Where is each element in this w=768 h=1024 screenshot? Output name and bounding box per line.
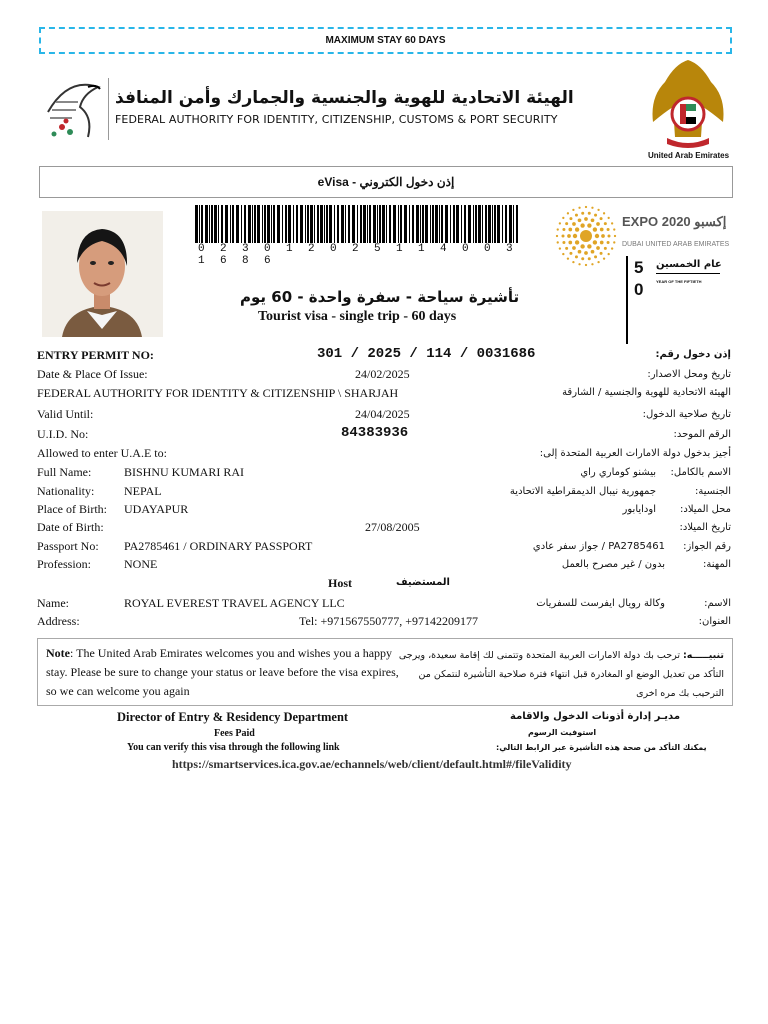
barcode-bar [205, 205, 208, 243]
barcode-bar [468, 205, 471, 243]
expo-dot [587, 244, 591, 248]
expo-dot [581, 257, 584, 260]
barcode-bar [473, 205, 474, 243]
expo-dot [575, 214, 578, 217]
barcode-bar [389, 205, 391, 243]
expo-dot [585, 264, 587, 266]
barcode-bar [293, 205, 294, 243]
dob-value: 27/08/2005 [365, 520, 420, 534]
barcode-bar [393, 205, 396, 243]
host-name-value-en: ROYAL EVEREST TRAVEL AGENCY LLC [124, 596, 345, 610]
uid-number: 84383936 [341, 425, 409, 441]
uae-emblem-icon [645, 52, 731, 152]
barcode-bar [409, 205, 410, 243]
barcode-bar [252, 205, 253, 243]
barcode-bar [513, 205, 514, 243]
fullname-value-en: BISHNU KUMARI RAI [124, 465, 245, 479]
expo-dot [556, 235, 558, 237]
passport-value-en: PA2785461 / ORDINARY PASSPORT [124, 539, 313, 553]
authority-name-ar: الهيئة الاتحادية للهوية والجنسية والجمارك وأمن المنافذ [115, 88, 574, 108]
barcode-bar [254, 205, 256, 243]
barcode-bar [357, 205, 358, 243]
issue-place-en: FEDERAL AUTHORITY FOR IDENTITY & CITIZENSHIP \ SHARJAH [37, 386, 399, 400]
barcode-bar [379, 205, 381, 243]
note-text-ar: تنبيـــــه: ترحب بك دولة الامارات العربية المتحدة وتتمنى لك إقامة سعيدة، ويرجى التأكد من تعديل الوضع او المغادرة قبل انتهاء فترة صلاحية التأشيرة لنتمكن من الترحيب بك مره اخرى [398, 650, 724, 699]
expo-dot [588, 212, 591, 215]
barcode-bar [307, 205, 309, 243]
expo-dot [613, 241, 615, 243]
applicant-photo [42, 211, 163, 337]
barcode-bar [264, 205, 266, 243]
barcode-bar [400, 205, 402, 243]
barcode-bar [273, 205, 275, 243]
issue-date: 24/02/2025 [355, 367, 410, 381]
expo-dot [562, 235, 565, 238]
barcode-bar [382, 205, 385, 243]
barcode-bar [241, 205, 242, 243]
pob-label-en: Place of Birth: [37, 502, 107, 516]
barcode-bar [475, 205, 477, 243]
expo-dot [604, 222, 607, 225]
barcode-bar [195, 205, 198, 243]
host-name-label-ar: الاسم: [704, 598, 731, 609]
passport-label-ar: رقم الجواز: [683, 541, 731, 552]
note-box [37, 638, 733, 706]
barcode-bar [502, 205, 503, 243]
pob-label-ar: محل الميلاد: [680, 504, 731, 515]
fullname-label-ar: الاسم بالكامل: [670, 467, 731, 478]
passport-value-ar: PA2785461 / جواز سفر عادي [532, 541, 665, 552]
dob-label-ar: تاريخ الميلاد: [679, 522, 731, 533]
address-label-ar: العنوان: [698, 616, 731, 627]
profession-value-ar: بدون / غير مصرح بالعمل [561, 559, 665, 570]
barcode-bar [425, 205, 428, 243]
host-label-ar: المستضيف [396, 577, 450, 588]
expo-dot [569, 252, 572, 255]
expo-dot [567, 258, 569, 260]
expo-dot [608, 217, 610, 219]
visa-type-ar: تأشيرة سياحة - سفرة واحدة - 60 يوم [240, 288, 520, 306]
expo-dot [568, 241, 572, 245]
barcode-bar [257, 205, 260, 243]
visa-type-en: Tourist visa - single trip - 60 days [258, 309, 457, 324]
passport-label-en: Passport No: [37, 539, 99, 553]
barcode-number: 0 2 3 0 1 2 0 2 5 1 1 4 0 0 3 1 6 8 6 [198, 243, 518, 267]
expo-dot [572, 209, 574, 211]
barcode-bar [262, 205, 263, 243]
barcode-bar [509, 205, 512, 243]
barcode-bar [199, 205, 200, 243]
barcode-bar [485, 205, 487, 243]
expo-dot [600, 241, 604, 245]
expo-dot [594, 214, 597, 217]
barcode-bar [450, 205, 451, 243]
barcode-bar [282, 205, 283, 243]
barcode-bar [369, 205, 371, 243]
barcode-bar [461, 205, 462, 243]
expo-dot [578, 263, 580, 265]
expo-dot [569, 217, 572, 220]
expo-dot [596, 222, 600, 226]
barcode-bar [277, 205, 280, 243]
expo-dot [565, 247, 568, 250]
expo-dot [580, 244, 584, 248]
expo-dot [575, 240, 579, 244]
profession-label-en: Profession: [37, 557, 91, 571]
fifty-label-en: YEAR OF THE FIFTIETH [656, 279, 702, 284]
barcode-bar [445, 205, 448, 243]
uid-label-ar: الرقم الموحد: [673, 429, 731, 440]
barcode-bar [232, 205, 234, 243]
barcode-bar [492, 205, 493, 243]
barcode-bar [314, 205, 315, 243]
expo-dot [572, 222, 576, 226]
expo-dot [568, 228, 572, 232]
expo-dot [575, 227, 579, 231]
nationality-label-ar: الجنسية: [695, 486, 731, 497]
expo-dot [562, 253, 564, 255]
barcode-bar [334, 205, 335, 243]
barcode-bar [345, 205, 346, 243]
barcode-bar [488, 205, 491, 243]
expo-dot [600, 228, 604, 232]
profession-value-en: NONE [124, 557, 158, 571]
falcon-logo-icon [38, 72, 108, 144]
barcode-bar [285, 205, 287, 243]
expo-dot [603, 212, 605, 214]
expo-dot [613, 228, 615, 230]
barcode-bar [320, 205, 323, 243]
expo-dot [591, 263, 593, 265]
issue-label-ar: تاريخ ومحل الاصدار: [647, 369, 731, 380]
barcode-bar [416, 205, 419, 243]
fifty-rule [656, 273, 720, 274]
expo-dot [594, 255, 597, 258]
barcode-bar [310, 205, 313, 243]
barcode-bar [373, 205, 376, 243]
barcode-bar [267, 205, 270, 243]
expo-dot [601, 234, 605, 238]
expo-sub: DUBAI UNITED ARAB EMIRATES [622, 241, 730, 248]
expo-dot [588, 257, 591, 260]
expo-dot [567, 212, 569, 214]
barcode-bar [398, 205, 399, 243]
fifty-bar [626, 256, 628, 344]
expo-dot [580, 223, 584, 227]
valid-label-ar: تاريخ صلاحية الدخول: [642, 409, 731, 420]
verify-text-ar: يمكنك التأكد من صحة هذه التأشيرة عبر الرابط التالي: [496, 743, 707, 752]
barcode-bar [324, 205, 325, 243]
pob-value-ar: اودايابور [622, 504, 656, 515]
barcode-bar [248, 205, 251, 243]
expo-dot [578, 207, 580, 209]
expo-dot [578, 250, 582, 254]
expo-dot [593, 227, 597, 231]
valid-label-en: Valid Until: [37, 407, 94, 421]
barcode-bar [453, 205, 455, 243]
host-label-en: Host [328, 576, 352, 590]
barcode-bar [341, 205, 344, 243]
expo-dot [597, 261, 599, 263]
expo-dot [562, 228, 565, 231]
expo-dot [584, 251, 588, 255]
expo-dot [608, 253, 610, 255]
expo-dot [573, 234, 577, 238]
permit-label-en: ENTRY PERMIT NO: [37, 348, 154, 362]
expo-dot [608, 235, 611, 238]
expo-dot [572, 246, 576, 250]
profession-label-ar: المهنة: [703, 559, 731, 570]
expo-dot [584, 217, 588, 221]
barcode-bar [456, 205, 459, 243]
host-name-label-en: Name: [37, 596, 69, 610]
barcode-bar [435, 205, 438, 243]
address-value: Tel: +971567550777, +97142209177 [299, 614, 479, 628]
barcode-bar [326, 205, 328, 243]
barcode-bar [404, 205, 407, 243]
expo-dot [585, 206, 587, 208]
barcode-bar [317, 205, 319, 243]
barcode-bar [360, 205, 362, 243]
dob-label-en: Date of Birth: [37, 520, 104, 534]
barcode-bar [422, 205, 424, 243]
expo-logo-icon [554, 204, 618, 268]
barcode-bar [482, 205, 483, 243]
barcode-bar [236, 205, 239, 243]
barcode-bar [288, 205, 291, 243]
expo-dot [581, 212, 584, 215]
director-ar: مديـر إدارة أذونات الدخول والاقامة [510, 711, 681, 722]
barcode-bar [432, 205, 434, 243]
barcode-bar [386, 205, 387, 243]
expo-dot [603, 258, 605, 260]
issue-place-ar: الهيئة الاتحادية للهوية والجنسية / الشارقة [562, 387, 731, 398]
valid-until: 24/04/2025 [355, 407, 410, 421]
barcode-bar [225, 205, 228, 243]
note-text-en: Note: The United Arab Emirates welcomes you and wishes you a happy stay. Please be sure to change your status or leave before the visa expires, so we can welcome you again [46, 646, 399, 698]
barcode-bar [352, 205, 355, 243]
expo-dot [593, 240, 597, 244]
barcode-bar [441, 205, 443, 243]
expo-dot [587, 223, 591, 227]
barcode-bar [271, 205, 272, 243]
barcode-bar [464, 205, 466, 243]
barcode-bar [478, 205, 481, 243]
barcode-bar [305, 205, 306, 243]
expo-dot [600, 252, 603, 255]
barcode-bar [439, 205, 440, 243]
fees-paid-ar: استوفيت الرسوم [528, 728, 597, 737]
expo-dot [578, 218, 582, 222]
barcode-bar [244, 205, 246, 243]
barcode-bar [494, 205, 496, 243]
address-label-en: Address: [37, 614, 80, 628]
uid-label-en: U.I.D. No: [37, 427, 89, 441]
barcode-bar [377, 205, 378, 243]
director-en: Director of Entry & Residency Department [117, 710, 349, 724]
barcode-bar [337, 205, 339, 243]
expo-dot [597, 209, 599, 211]
barcode-bar [201, 205, 203, 243]
authority-name-en: FEDERAL AUTHORITY FOR IDENTITY, CITIZENSHIP, CUSTOMS & PORT SECURITY [115, 113, 558, 126]
expo-dot [591, 207, 593, 209]
expo-dot [607, 228, 610, 231]
barcode-bar [211, 205, 213, 243]
expo-dot [562, 241, 565, 244]
uae-label: United Arab Emirates [648, 151, 730, 160]
fifty-label-ar: عام الخمسين [656, 259, 722, 270]
expo-dot [557, 228, 559, 230]
allowed-label-ar: أجيز بدخول دولة الامارات العربية المتحدة إلى: [539, 448, 731, 459]
barcode-bar [221, 205, 223, 243]
barcode-bar [497, 205, 500, 243]
pob-value-en: UDAYAPUR [124, 502, 189, 516]
expo-dot [591, 250, 595, 254]
expo-dot [557, 241, 559, 243]
barcode-bar [430, 205, 431, 243]
expo-dot [591, 218, 595, 222]
expo-dot [572, 261, 574, 263]
barcode-bar [505, 205, 507, 243]
expo-dot [595, 234, 599, 238]
expo-dot [611, 222, 613, 224]
issue-label-en: Date & Place Of Issue: [37, 367, 148, 381]
expo-dot [559, 247, 561, 249]
host-name-value-ar: وكالة رويال ايفرست للسفريات [536, 598, 665, 609]
barcode-bar [218, 205, 219, 243]
barcode-bar [329, 205, 332, 243]
expo-dot [575, 255, 578, 258]
expo-dot [596, 246, 600, 250]
barcode-bar [363, 205, 366, 243]
fullname-value-ar: بيشنو كوماري راي [580, 467, 656, 478]
barcode-bar [348, 205, 350, 243]
expo-dot [559, 222, 561, 224]
expo-dot [562, 217, 564, 219]
barcode-bar [412, 205, 414, 243]
max-stay-banner: MAXIMUM STAY 60 DAYS [39, 27, 732, 54]
fifty-digit-5: 5 [634, 258, 644, 277]
expo-dot [614, 235, 616, 237]
expo-dot [604, 247, 607, 250]
verify-link[interactable]: https://smartservices.ica.gov.ae/echannels/web/client/default.html#/fileValidity [172, 757, 572, 771]
expo-title: EXPO 2020 إكسبو [622, 214, 727, 229]
permit-label-ar: إذن دخول رقم: [655, 349, 731, 360]
evisa-title: eVisa - إذن دخول الكتروني [39, 166, 733, 198]
barcode-bar [230, 205, 231, 243]
expo-dot [567, 234, 571, 238]
expo-dot [600, 217, 603, 220]
fifty-digit-0: 0 [634, 280, 644, 299]
divider [108, 78, 109, 140]
barcode-bar [296, 205, 298, 243]
allowed-label-en: Allowed to enter U.A.E to: [37, 446, 167, 460]
permit-number: 301 / 2025 / 114 / 0031686 [317, 346, 536, 362]
nationality-value-ar: جمهورية نيبال الديمقراطية الاتحادية [509, 486, 656, 497]
nationality-label-en: Nationality: [37, 484, 95, 498]
barcode-bar [300, 205, 303, 243]
barcode-bar [516, 205, 518, 243]
barcode-bar [367, 205, 368, 243]
barcode-bar [214, 205, 217, 243]
expo-dot [565, 222, 568, 225]
barcode-bar [209, 205, 210, 243]
barcode [195, 205, 520, 245]
nationality-value-en: NEPAL [124, 484, 162, 498]
expo-dot [607, 241, 610, 244]
fullname-label-en: Full Name: [37, 465, 92, 479]
verify-text-en: You can verify this visa through the following link [127, 742, 340, 753]
barcode-bar [420, 205, 421, 243]
expo-dot [611, 247, 613, 249]
fees-paid-en: Fees Paid [214, 728, 255, 739]
